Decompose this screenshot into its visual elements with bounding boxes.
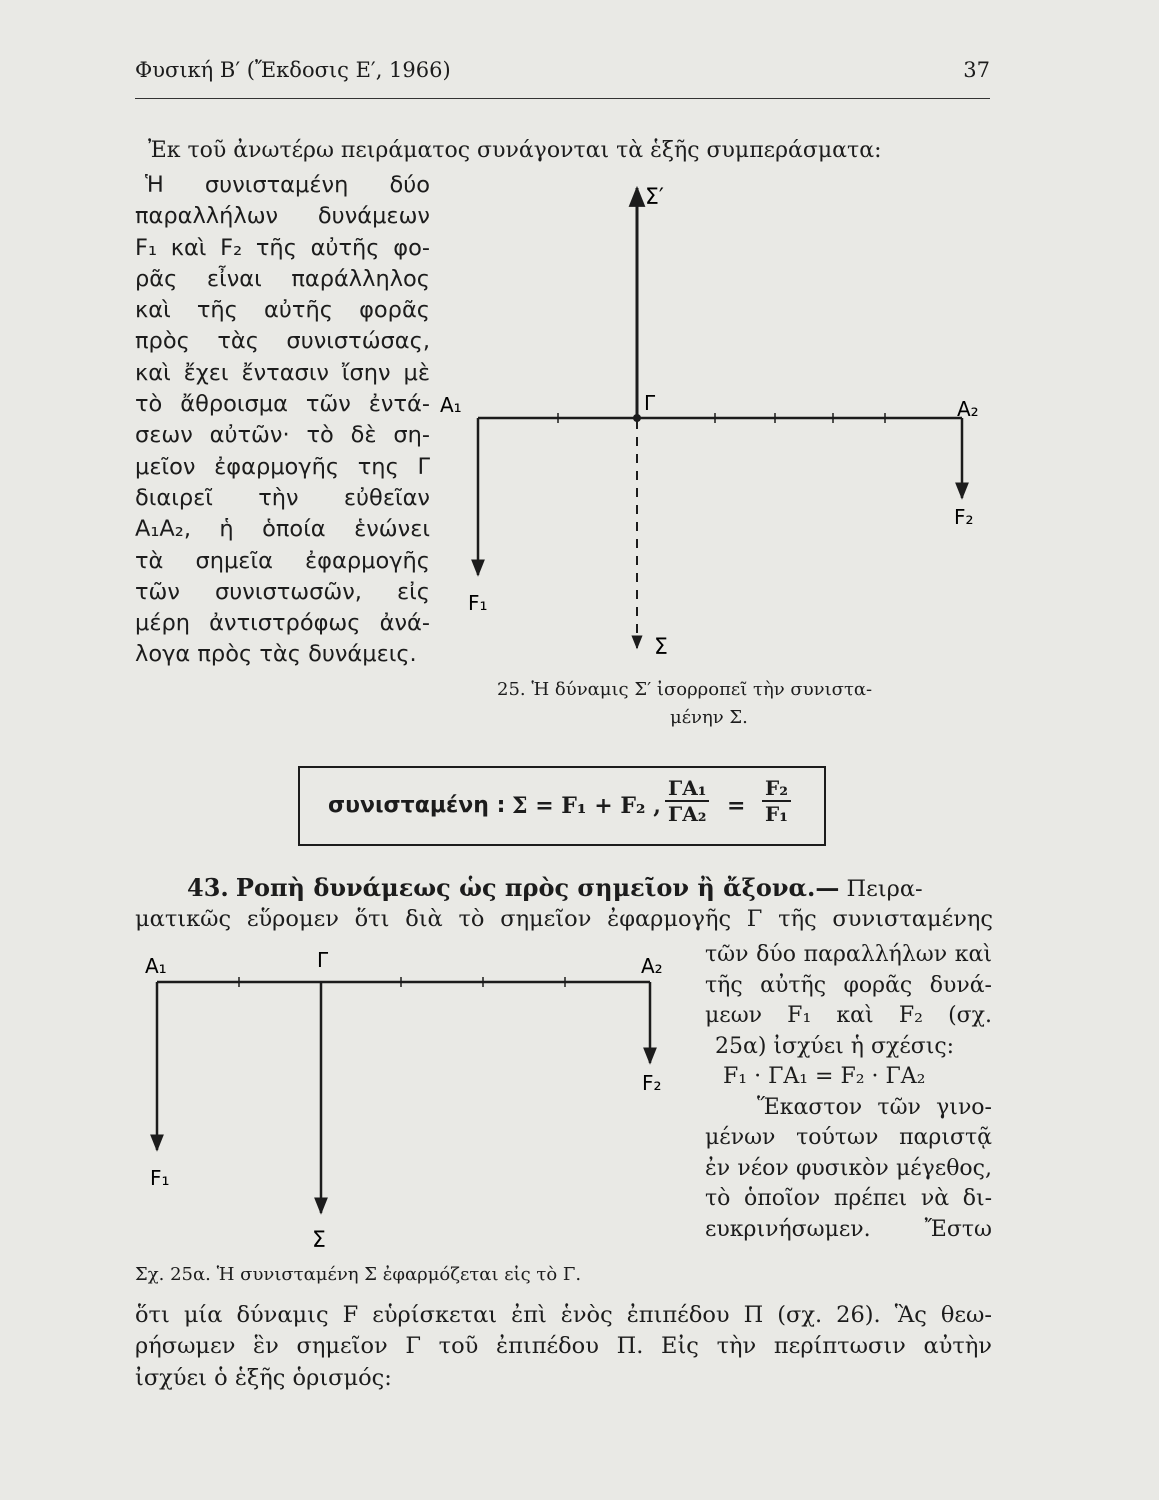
point-gamma (633, 414, 641, 422)
ratio-left-numerator: ΓΑ₁ (665, 776, 709, 802)
label-a2: Α₂ (641, 954, 663, 978)
ratio-equals-sign: = (727, 793, 746, 819)
label-gamma: Γ (317, 948, 329, 972)
section-43-heading (135, 873, 993, 902)
intro-line: Ἐκ τοῦ ἀνωτέρω πειράματος συνάγονται τὰ ἑξῆς συμπεράσματα: (148, 138, 882, 163)
label-a1: Α₁ (440, 393, 462, 417)
paragraph-line: ευκρινήσωμεν. Ἔστω (705, 1216, 992, 1242)
paragraph-line: F₁ καὶ F₂ τῆς αὐτῆς φο- (135, 234, 430, 261)
paragraph-line: τῶν συνιστωσῶν, εἰς (135, 578, 430, 605)
formula-sum: Σ = F₁ + F₂ , (512, 793, 661, 819)
label-f1: F₁ (150, 1166, 170, 1190)
paragraph-line: τῆς αὐτῆς φορᾶς δυνά- (705, 972, 992, 998)
page-number: 37 (963, 58, 990, 82)
paragraph-line: καὶ τῆς αὐτῆς φορᾶς (135, 297, 430, 324)
section-title: Ροπὴ δυνάμεως ὡς πρὸς σημεῖον ἢ ἄξονα.— (235, 873, 840, 902)
label-f2: F₂ (954, 505, 974, 529)
section-43-line2: ματικῶς εὕρομεν ὅτι διὰ τὸ σημεῖον ἐφαρμογῆς Γ τῆς συνισταμένης (135, 906, 993, 932)
paragraph-line: παραλλήλων δυνάμεων (135, 203, 430, 230)
label-sigma-prime: Σ′ (645, 185, 664, 210)
paragraph-line: ἐν νέον φυσικὸν μέγεθος, (705, 1155, 992, 1181)
figure-25-caption (497, 676, 977, 732)
paragraph-line: μένων τούτων παριστᾷ (705, 1125, 992, 1150)
figure-25-diagram (440, 170, 980, 670)
moment-equation: F₁ · ΓΑ₁ = F₂ · ΓΑ₂ (723, 1064, 926, 1089)
ratio-left (665, 776, 709, 826)
paragraph-line: Ἡ συνισταμένη δύο (145, 172, 430, 198)
paragraph-line: τὰ σημεῖα ἐφαρμογῆς (135, 547, 430, 574)
label-sigma: Σ (654, 635, 668, 660)
paragraph-line: πρὸς τὰς συνιστώσας, (135, 328, 430, 355)
paragraph-line: τὸ ἄθροισμα τῶν ἐντά- (135, 391, 430, 418)
bottom-paragraph (135, 1300, 992, 1394)
running-header (135, 58, 990, 99)
ratio-left-denominator: ΓΑ₂ (668, 802, 707, 826)
paragraph-line: ρήσωμεν ἓν σημεῖον Γ τοῦ ἐπιπέδου Π. Εἰς τὴν περίπτωσιν αὐτὴν (135, 1333, 992, 1360)
paragraph-line: διαιρεῖ τὴν εὐθεῖαν (135, 484, 430, 511)
section-line1-rest: Πειρα- (846, 876, 923, 902)
conclusion-paragraph (135, 170, 430, 671)
paragraph-line: καὶ ἔχει ἔντασιν ἴσην μὲ (135, 359, 430, 386)
paragraph-line: Ἕκαστον τῶν γινο- (757, 1094, 992, 1120)
resultant-formula-box (298, 766, 826, 846)
section-43-right-column (705, 940, 992, 1245)
paragraph-line: ὅτι μία δύναμις F εὑρίσκεται ἐπὶ ἑνὸς ἐπιπέδου Π (σχ. 26). Ἃς θεω- (135, 1302, 992, 1328)
label-sigma: Σ (312, 1228, 326, 1253)
paragraph-line: Α₁Α₂, ἡ ὁποία ἑνώνει (135, 516, 430, 543)
paragraph-line: μεων F₁ καὶ F₂ (σχ. (705, 1003, 992, 1028)
paragraph-line: σεων αὐτῶν· τὸ δὲ ση- (135, 422, 430, 449)
caption-line: μένην Σ. (670, 707, 748, 728)
ratio-right-denominator: F₁ (765, 802, 788, 826)
ratio-right-numerator: F₂ (762, 776, 791, 802)
formula-label: συνισταμένη : (328, 793, 506, 818)
paragraph-line: 25α) ἰσχύει ἡ σχέσις: (715, 1033, 955, 1059)
ratio-right (762, 776, 791, 826)
paragraph-line: μέρη ἀντιστρόφως ἀνά- (135, 610, 430, 637)
paragraph-line: λογα πρὸς τὰς δυνάμεις. (135, 641, 417, 668)
label-a1: Α₁ (145, 954, 167, 978)
section-number: 43. (187, 873, 229, 902)
paragraph-line: τὸ ὁποῖον πρέπει νὰ δι- (705, 1186, 992, 1211)
figure-25a-caption: Σχ. 25α. Ἡ συνισταμένη Σ ἐφαρμόζεται εἰς τὸ Γ. (135, 1264, 582, 1285)
paragraph-line: μεῖον ἐφαρμογῆς της Γ (135, 453, 430, 480)
label-gamma: Γ (644, 391, 656, 415)
header-title: Φυσική Β′ (Ἔκδοσις Ε′, 1966) (135, 58, 451, 82)
caption-line: 25. Ἡ δύναμις Σ′ ἰσορροπεῖ τὴν συνιστα- (497, 679, 873, 700)
paragraph-line: τῶν δύο παραλλήλων καὶ (705, 942, 992, 967)
label-f2: F₂ (642, 1071, 662, 1095)
paragraph-line: ρᾶς εἶναι παράλληλος (135, 265, 430, 292)
label-f1: F₁ (468, 591, 488, 615)
label-a2: Α₂ (957, 397, 979, 421)
figure-25a-diagram (135, 945, 695, 1255)
paragraph-line: ἰσχύει ὁ ἑξῆς ὁρισμός: (135, 1364, 392, 1391)
